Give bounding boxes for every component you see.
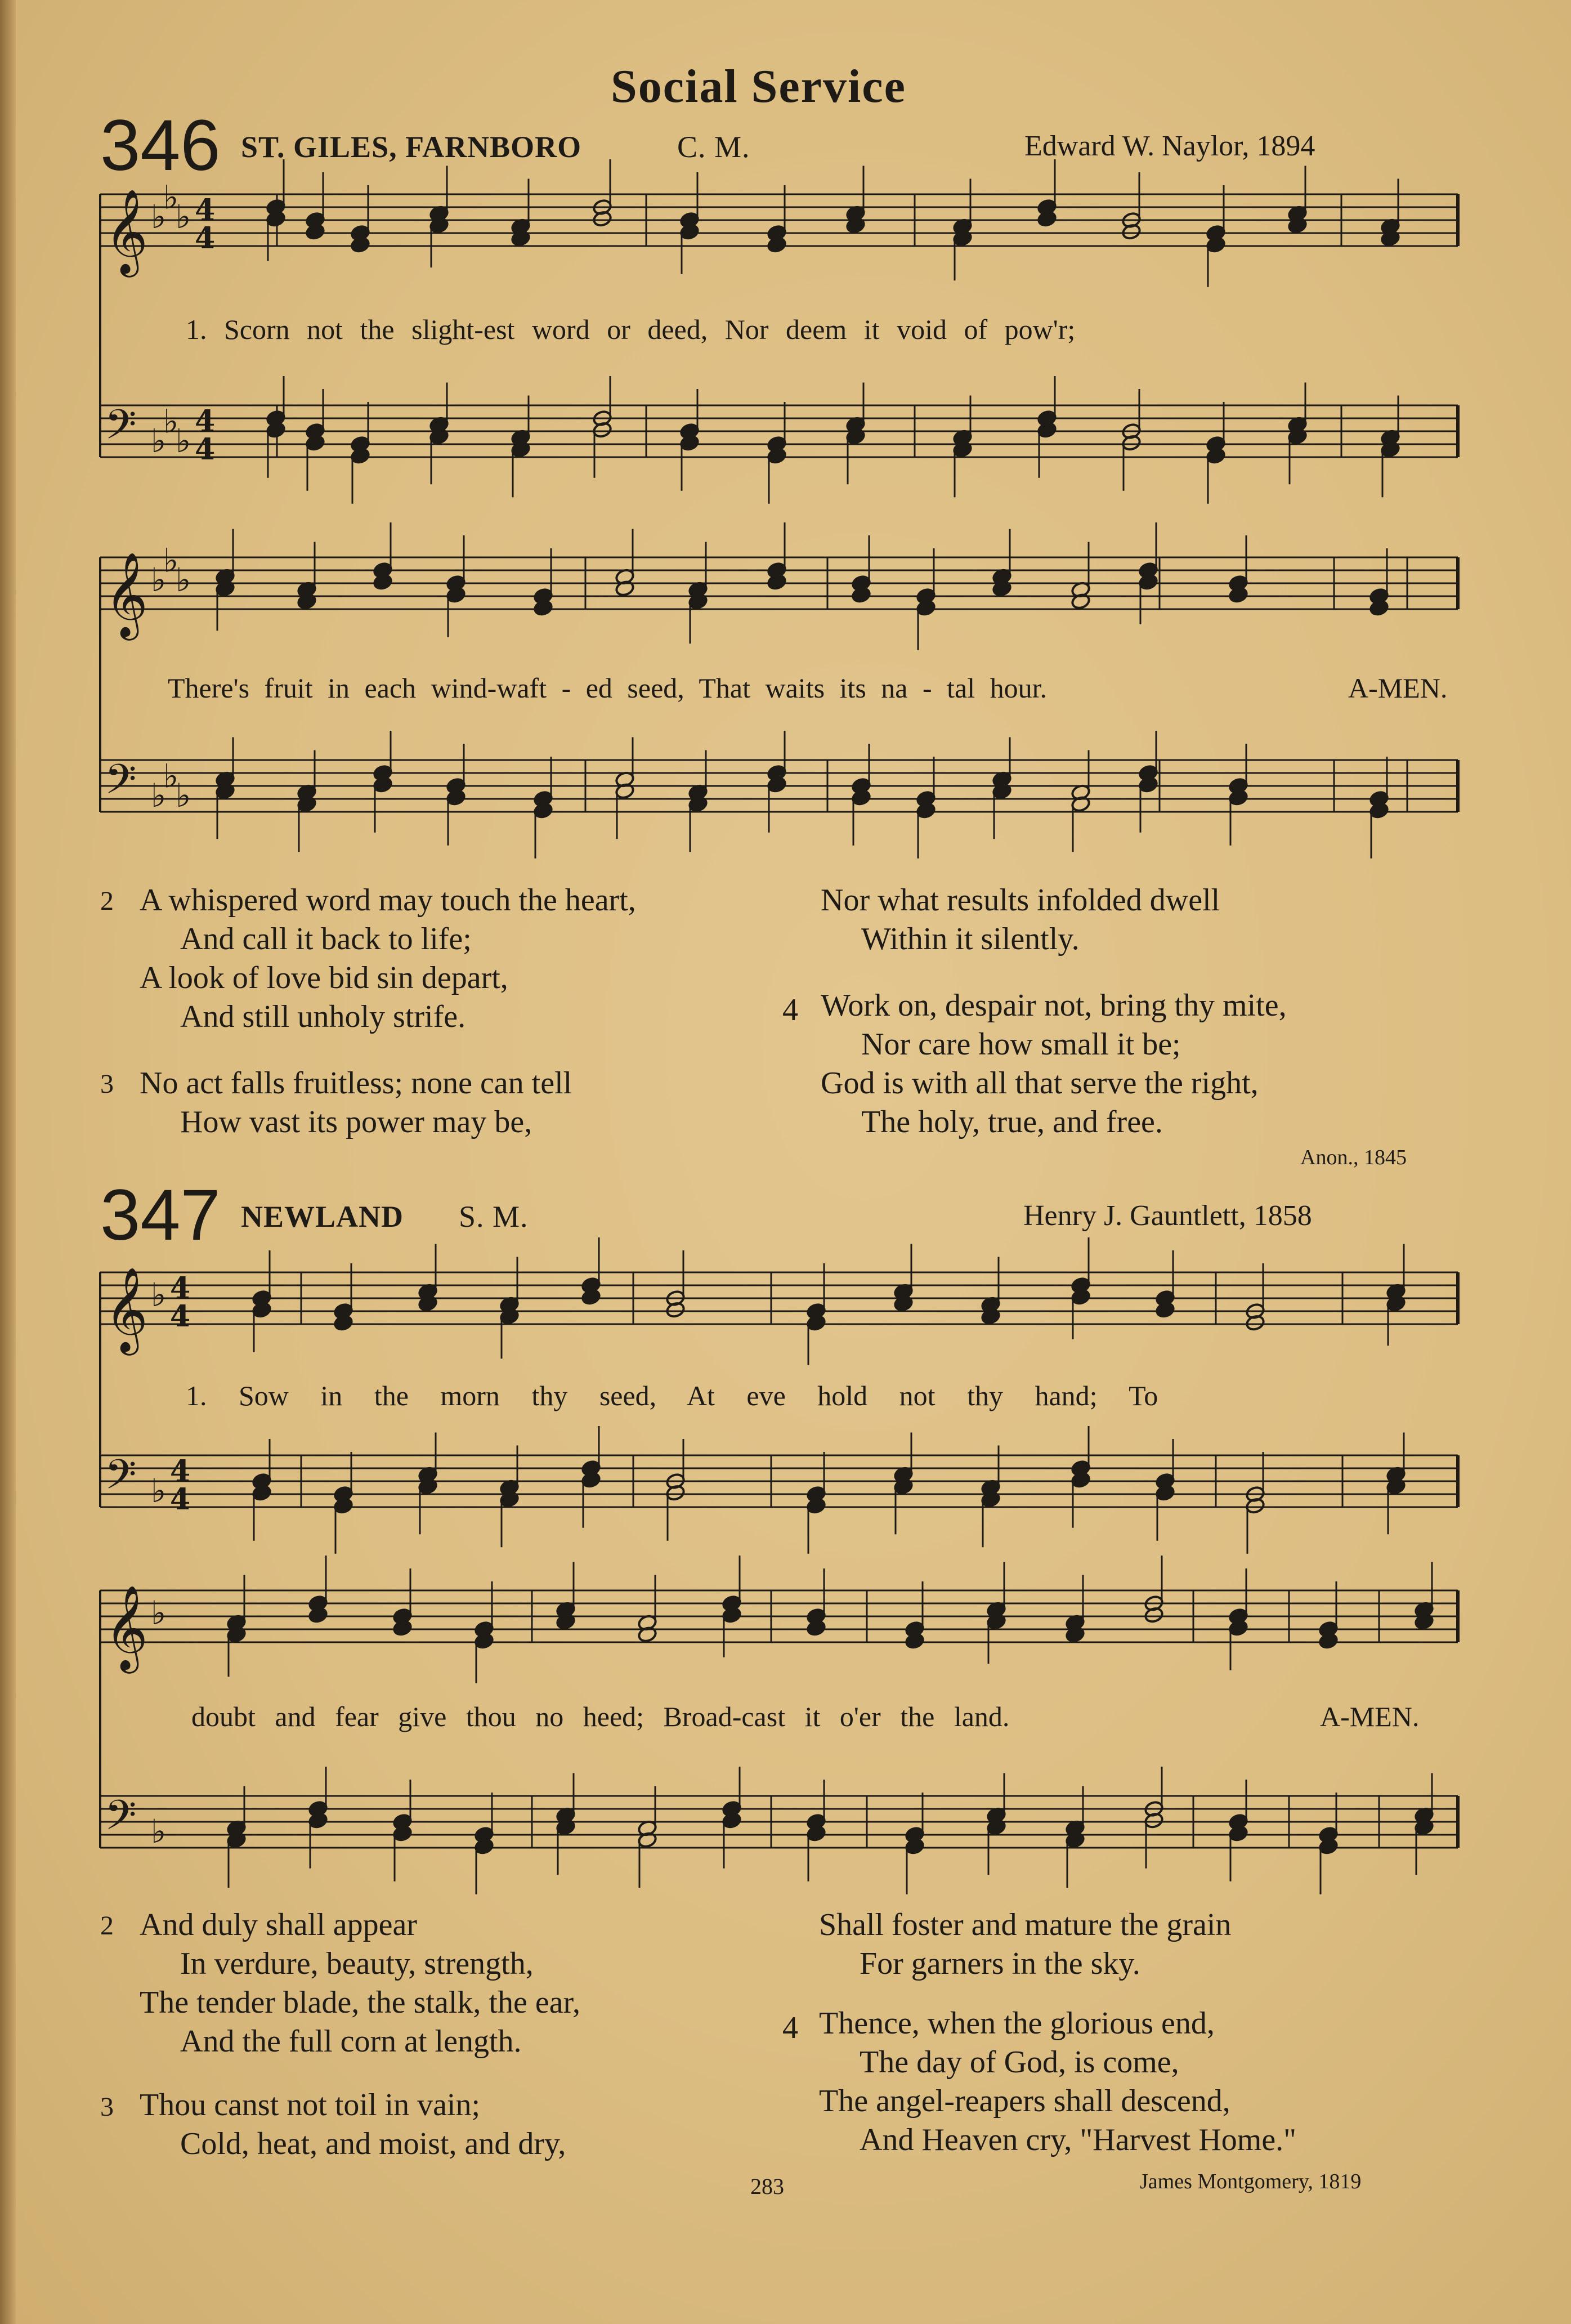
verse-text: A whispered word may touch the heart, And call it back to life; A look of love bid sin depart, And still unholy strife.: [140, 883, 636, 1034]
treble-clef-icon: 𝄞: [105, 551, 148, 637]
flat-icon: ♭: [151, 422, 167, 460]
flat-icon: ♭: [163, 757, 179, 795]
amen: A-MEN.: [1348, 672, 1448, 704]
meter: S. M.: [459, 1200, 529, 1233]
treble-clef-icon: 𝄞: [105, 188, 148, 274]
section-title: Social Service: [611, 60, 906, 113]
bass-clef-icon: 𝄢: [105, 1450, 137, 1508]
verse-number: 4: [782, 2010, 798, 2045]
flat-icon: ♭: [176, 422, 191, 460]
hymn-number: 347: [100, 1175, 221, 1255]
flat-icon: ♭: [151, 1472, 167, 1510]
time-signature: 4: [170, 1482, 191, 1517]
verse-number: 3: [100, 1069, 114, 1099]
tune-name: ST. GILES, FARNBORO: [241, 130, 582, 164]
flat-icon: ♭: [163, 178, 179, 217]
flat-icon: ♭: [151, 1276, 167, 1314]
verse-text: Shall foster and mature the grain For garners in the sky.: [819, 1907, 1232, 1981]
flat-icon: ♭: [151, 1812, 167, 1851]
time-signature: 4: [195, 193, 216, 227]
flat-icon: ♭: [163, 402, 179, 441]
bass-clef-icon: 𝄢: [105, 400, 137, 458]
time-signature: 4: [195, 404, 216, 439]
tune-name: NEWLAND: [241, 1200, 404, 1233]
lyric-line: 1. Scorn not the slight-est word or deed, Nor deem it void of pow'r;: [186, 314, 1076, 345]
verse-number: 4: [782, 993, 798, 1027]
bass-clef-icon: 𝄢: [105, 755, 137, 813]
lyric-line: 1. Sow in the morn thy seed, At eve hold not thy hand; To: [186, 1380, 1158, 1411]
time-signature: 4: [170, 1271, 191, 1306]
page-number: 283: [750, 2174, 784, 2199]
author-credit: Anon., 1845: [1300, 1146, 1407, 1169]
time-signature: 4: [195, 432, 216, 467]
bass-clef-icon: 𝄢: [105, 1791, 137, 1849]
amen: A-MEN.: [1320, 1701, 1420, 1732]
verse-number: 2: [100, 1911, 114, 1941]
verse-number: 2: [100, 886, 114, 916]
flat-icon: ♭: [151, 776, 167, 815]
author-credit: James Montgomery, 1819: [1140, 2170, 1362, 2193]
flat-icon: ♭: [176, 776, 191, 815]
verse-text: No act falls fruitless; none can tell How vast its power may be,: [140, 1066, 572, 1139]
composer: Edward W. Naylor, 1894: [1024, 130, 1315, 162]
lyric-line: doubt and fear give thou no heed; Broad-cast it o'er the land.: [191, 1701, 1010, 1732]
verse-text: And duly shall appear In verdure, beauty, strength, The tender blade, the stalk, the ear, And the full corn at length.: [140, 1907, 580, 2059]
hymn-number: 346: [100, 105, 221, 186]
composer: Henry J. Gauntlett, 1858: [1023, 1200, 1312, 1232]
lyric-line: There's fruit in each wind-waft - ed seed, That waits its na - tal hour.: [168, 672, 1047, 704]
verse-text: Work on, despair not, bring thy mite, Nor care how small it be; God is with all that serve the right, The holy, true, and free.: [821, 988, 1287, 1139]
verse-text: Nor what results infolded dwell Within it silently.: [821, 883, 1220, 957]
flat-icon: ♭: [151, 1594, 167, 1632]
flat-icon: ♭: [176, 561, 191, 599]
time-signature: 4: [170, 1454, 191, 1489]
verse-text: Thou canst not toil in vain; Cold, heat, and moist, and dry,: [140, 2088, 566, 2161]
meter: C. M.: [677, 130, 750, 164]
verse-text: Thence, when the glorious end, The day of God, is come, The angel-reapers shall descend, And Heaven cry, "Harvest Home.": [819, 2006, 1297, 2157]
flat-icon: ♭: [176, 198, 191, 236]
treble-clef-icon: 𝄞: [105, 1584, 148, 1670]
flat-icon: ♭: [163, 541, 179, 580]
flat-icon: ♭: [151, 561, 167, 599]
flat-icon: ♭: [151, 198, 167, 236]
time-signature: 4: [195, 221, 216, 256]
verse-number: 3: [100, 2092, 114, 2122]
treble-clef-icon: 𝄞: [105, 1266, 148, 1352]
time-signature: 4: [170, 1299, 191, 1334]
